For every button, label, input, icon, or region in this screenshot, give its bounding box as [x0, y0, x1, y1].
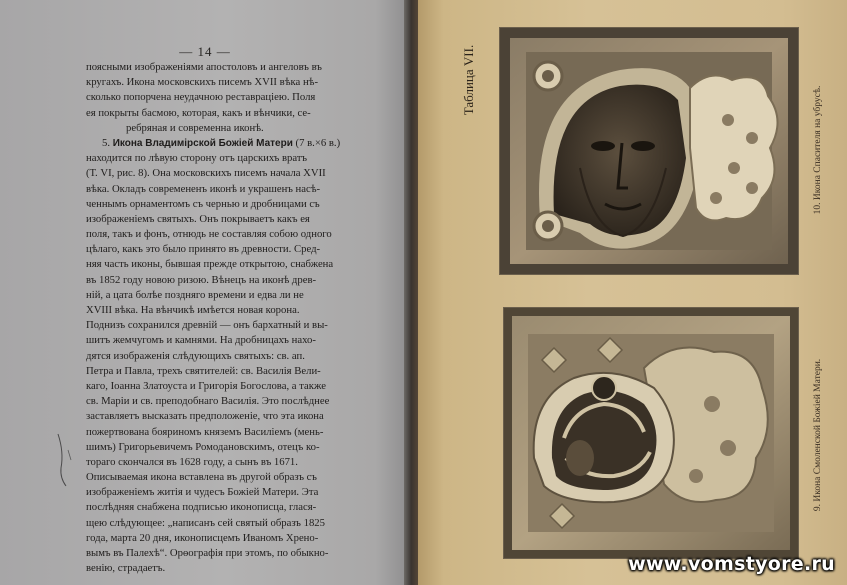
text-line: XVIII вѣка. На вѣнчикѣ имѣется новая корона.: [86, 304, 300, 316]
text-line: цѣлаго, какъ это было принято въ древности. Сред-: [86, 243, 321, 256]
section-heading: [86, 136, 386, 151]
text-line: Петра и Павла, трехъ святителей: св. Василія Вели-: [86, 364, 321, 377]
caption-saviour-icon: [808, 40, 828, 260]
body-text: [86, 60, 386, 576]
text-line: изображеніемъ житія и чудесъ Божіей Матери. Эта: [86, 486, 319, 499]
text-line: каго, Іоанна Златоуста и Григорія Богослова, а также: [86, 379, 326, 392]
text-line: ребряная и современна иконѣ.: [126, 121, 264, 134]
heading-size: (7 в.×6 в.): [292, 136, 341, 149]
caption-bottom-text: 9. Икона Смоленской Божіей Матери.: [813, 358, 823, 512]
table-label-text: Таблица VII.: [461, 44, 476, 116]
page-number: — 14 —: [179, 44, 231, 59]
smolensk-icon-image: [504, 308, 798, 558]
text-line: венію, страдаетъ.: [86, 562, 166, 575]
text-line: шимъ) Григорьевичемъ Ромодановскимъ, отецъ ко-: [86, 440, 320, 453]
text-line: сколько попорчена неудачною реставраціею. Поля: [86, 91, 316, 104]
text-line: дятся изображенія слѣдующихъ святыхъ: св. ап.: [86, 349, 305, 362]
text-line: поясными изображеніями апостоловъ и ангеловъ въ: [86, 61, 322, 73]
text-line: Описываемая икона вставлена въ другой образъ съ: [86, 471, 317, 484]
pencil-annotation-mark: [54, 430, 76, 490]
heading-title: Икона Владимірской Божіей Матери: [112, 137, 293, 149]
text-line: заставляетъ высказать предположеніе, что эта икона: [86, 410, 324, 423]
text-line: вѣка. Окладъ современенъ иконѣ и украшенъ насѣ-: [86, 182, 321, 195]
text-line: пожертвована бояриномъ княземъ Василіемъ (мень-: [86, 425, 324, 438]
text-line: года, марта 20 дня, иконописцемъ Иваномъ Хрено-: [86, 531, 319, 544]
text-line: щею слѣдующее: „написанъ сей святый образъ 1825: [86, 516, 325, 529]
text-line: шитъ жемчугомъ и камнями. На дробницахъ нахо-: [86, 334, 316, 347]
text-line: въ 1852 году новою ризою. Вѣнецъ на иконѣ древ-: [86, 273, 317, 286]
text-line: кругахъ. Икона московскихъ писемъ XVII вѣка нѣ-: [86, 76, 319, 89]
text-line: изображеніемъ святыхъ. Онъ покрываетъ какъ ея: [86, 212, 310, 225]
text-line: вымъ въ Палехѣ“. Орѳографія при этомъ, по обыкно-: [86, 547, 329, 559]
text-line: тораго скончался въ 1628 году, а сынъ въ 1671.: [86, 455, 298, 468]
heading-number: 5.: [102, 136, 113, 149]
plate-table-label: [458, 30, 480, 130]
photo-plate-smolensk-icon: [504, 308, 798, 558]
site-watermark: www.vomstyore.ru: [628, 553, 835, 575]
text-line: послѣдняя снабжена подписью иконописца, глася-: [86, 501, 317, 514]
text-line: ея покрыты басмою, которая, какъ и вѣнчики, се-: [86, 106, 311, 119]
text-line: ній, а цата болѣе поздняго времени и едва ли не: [86, 288, 304, 301]
photo-plate-saviour-icon: [500, 28, 798, 274]
caption-smolensk-icon: [808, 320, 828, 550]
text-line: ченнымъ орнаментомъ съ чернью и дробницами съ: [86, 197, 320, 210]
text-line: св. Маріи и св. преподобнаго Василія. Это послѣднее: [86, 395, 330, 408]
text-line: находится по лѣвую сторону отъ царскихъ вратъ: [86, 152, 308, 165]
text-line: (Т. VI, рис. 8). Она московскихъ писемъ начала XVII: [86, 167, 326, 180]
saviour-icon-image: [500, 28, 798, 274]
left-page: [0, 0, 408, 585]
text-line: поля, такъ и фонъ, отнюдь не составляя собою одного: [86, 228, 332, 241]
caption-top-text: 10. Икона Спасителя на убрусѣ.: [813, 85, 823, 215]
text-line: няя часть иконы, бывшая прежде открытою, снабжена: [86, 258, 334, 271]
text-line: Поднизъ сохранился древній — онъ бархатный и вы-: [86, 319, 328, 332]
right-page: [418, 0, 847, 585]
